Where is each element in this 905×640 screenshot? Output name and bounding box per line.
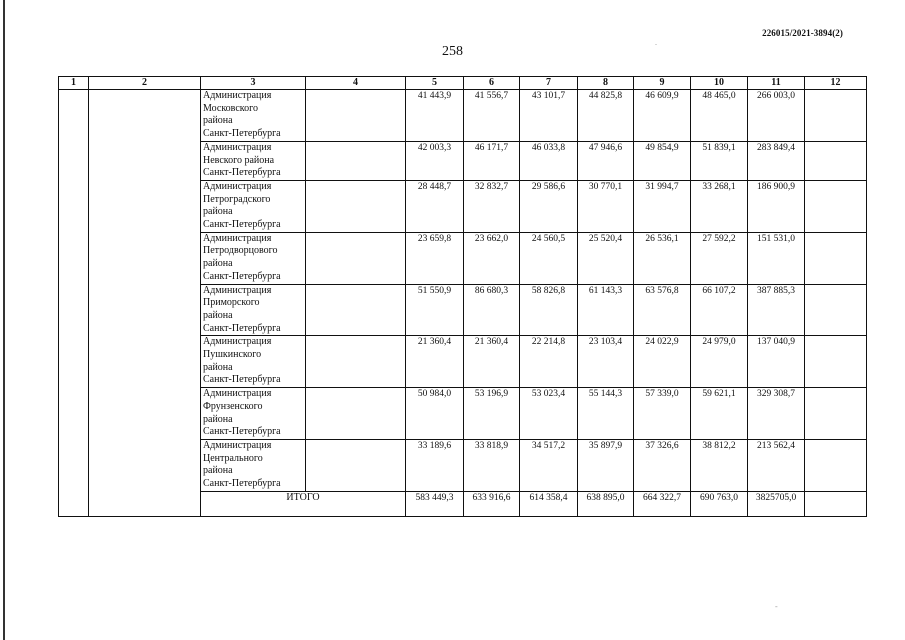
administration-name-line: Санкт-Петербурга (203, 426, 281, 438)
column-header-12: 12 (805, 77, 867, 90)
column-header-11: 11 (748, 77, 805, 90)
administration-name-line: района (203, 258, 233, 270)
administration-name-line: Администрация (203, 439, 272, 451)
col-4-cell (306, 141, 406, 180)
value-cell-col-8: 30 770,1 (578, 180, 634, 232)
administration-name-line: Санкт-Петербурга (203, 219, 281, 231)
value-cell-col-11: 186 900,9 (748, 180, 805, 232)
column-header-4: 4 (306, 77, 406, 90)
value-cell-col-8: 35 897,9 (578, 439, 634, 491)
column-header-2: 2 (89, 77, 201, 90)
administration-name-line: района (203, 309, 233, 321)
value-cell-col-6: 53 196,9 (464, 388, 520, 440)
table-header-row (59, 77, 867, 90)
value-cell-col-11: 151 531,0 (748, 232, 805, 284)
budget-table (58, 76, 867, 517)
column-header-3: 3 (201, 77, 306, 90)
page-number: 258 (442, 44, 463, 59)
value-cell-col-10: 51 839,1 (691, 141, 748, 180)
administration-name-line: Петродворцового (203, 245, 278, 257)
col-4-cell (306, 336, 406, 388)
administration-name-line: Администрация (203, 284, 272, 296)
value-cell-col-10: 24 979,0 (691, 336, 748, 388)
col-12-cell (805, 90, 867, 142)
administration-name-line: района (203, 115, 233, 127)
administration-name-line: Московского (203, 102, 258, 114)
administration-name-line: района (203, 465, 233, 477)
document-code: 226015/2021-3894(2) (762, 28, 843, 38)
administration-name-line: района (203, 413, 233, 425)
col-12-cell (805, 439, 867, 491)
value-cell-col-7: 29 586,6 (520, 180, 578, 232)
administration-name (201, 232, 306, 284)
value-cell-col-6: 86 680,3 (464, 284, 520, 336)
col-4-cell (306, 232, 406, 284)
value-cell-col-10: 33 268,1 (691, 180, 748, 232)
value-cell-col-5: 41 443,9 (406, 90, 464, 142)
administration-name-line: Приморского (203, 297, 260, 309)
value-cell-col-9: 57 339,0 (634, 388, 691, 440)
value-cell-col-6: 33 818,9 (464, 439, 520, 491)
value-cell-col-5: 21 360,4 (406, 336, 464, 388)
value-cell-col-7: 24 560,5 (520, 232, 578, 284)
administration-name (201, 141, 306, 180)
administration-name-line: Санкт-Петербурга (203, 478, 281, 490)
value-cell-col-8: 55 144,3 (578, 388, 634, 440)
administration-name-line: района (203, 361, 233, 373)
administration-name (201, 180, 306, 232)
col-12-cell (805, 141, 867, 180)
value-cell-col-11: 283 849,4 (748, 141, 805, 180)
column-header-7: 7 (520, 77, 578, 90)
administration-name-line: Администрация (203, 180, 272, 192)
col-1-cell (59, 90, 89, 517)
administration-name-line: Петроградского (203, 193, 271, 205)
scan-speck: . (655, 38, 657, 47)
administration-name-line: Санкт-Петербурга (203, 167, 281, 179)
administration-name-line: Администрация (203, 141, 272, 153)
value-cell-col-5: 42 003,3 (406, 141, 464, 180)
total-value-col-8: 638 895,0 (578, 491, 634, 516)
value-cell-col-7: 58 826,8 (520, 284, 578, 336)
administration-name (201, 90, 306, 142)
col-4-cell (306, 439, 406, 491)
value-cell-col-6: 41 556,7 (464, 90, 520, 142)
administration-name-line: Санкт-Петербурга (203, 270, 281, 282)
value-cell-col-5: 33 189,6 (406, 439, 464, 491)
col-4-cell (306, 388, 406, 440)
administration-name-line: Санкт-Петербурга (203, 322, 281, 334)
value-cell-col-9: 49 854,9 (634, 141, 691, 180)
value-cell-col-6: 46 171,7 (464, 141, 520, 180)
total-value-col-6: 633 916,6 (464, 491, 520, 516)
administration-name (201, 336, 306, 388)
value-cell-col-6: 32 832,7 (464, 180, 520, 232)
col-12-cell (805, 491, 867, 516)
total-value-col-10: 690 763,0 (691, 491, 748, 516)
total-value-col-11: 3825705,0 (748, 491, 805, 516)
administration-name-line: Центрального (203, 452, 263, 464)
value-cell-col-9: 63 576,8 (634, 284, 691, 336)
col-12-cell (805, 284, 867, 336)
administration-name-line: Пушкинского (203, 349, 262, 361)
administration-name (201, 284, 306, 336)
value-cell-col-5: 51 550,9 (406, 284, 464, 336)
column-header-10: 10 (691, 77, 748, 90)
value-cell-col-7: 46 033,8 (520, 141, 578, 180)
col-12-cell (805, 336, 867, 388)
value-cell-col-7: 53 023,4 (520, 388, 578, 440)
administration-name-line: Администрация (203, 90, 272, 101)
column-header-6: 6 (464, 77, 520, 90)
scan-speck: - (775, 602, 778, 611)
value-cell-col-10: 66 107,2 (691, 284, 748, 336)
total-value-col-9: 664 322,7 (634, 491, 691, 516)
administration-name-line: Фрунзенского (203, 400, 263, 412)
value-cell-col-7: 43 101,7 (520, 90, 578, 142)
administration-name-line: района (203, 206, 233, 218)
administration-name-line: Администрация (203, 336, 272, 348)
value-cell-col-6: 23 662,0 (464, 232, 520, 284)
value-cell-col-5: 50 984,0 (406, 388, 464, 440)
col-12-cell (805, 180, 867, 232)
administration-name-line: Администрация (203, 388, 272, 400)
value-cell-col-5: 23 659,8 (406, 232, 464, 284)
value-cell-col-8: 44 825,8 (578, 90, 634, 142)
value-cell-col-7: 22 214,8 (520, 336, 578, 388)
col-12-cell (805, 232, 867, 284)
column-header-5: 5 (406, 77, 464, 90)
administration-name (201, 388, 306, 440)
value-cell-col-8: 61 143,3 (578, 284, 634, 336)
administration-name-line: Администрация (203, 232, 272, 244)
value-cell-col-11: 266 003,0 (748, 90, 805, 142)
value-cell-col-8: 25 520,4 (578, 232, 634, 284)
scan-left-edge (3, 0, 5, 640)
table-row (59, 90, 867, 142)
value-cell-col-10: 48 465,0 (691, 90, 748, 142)
value-cell-col-11: 387 885,3 (748, 284, 805, 336)
administration-name-line: Санкт-Петербурга (203, 128, 281, 140)
administration-name-line: Невского района (203, 154, 275, 166)
value-cell-col-9: 24 022,9 (634, 336, 691, 388)
column-header-8: 8 (578, 77, 634, 90)
value-cell-col-11: 329 308,7 (748, 388, 805, 440)
col-4-cell (306, 180, 406, 232)
col-12-cell (805, 388, 867, 440)
value-cell-col-9: 37 326,6 (634, 439, 691, 491)
value-cell-col-11: 137 040,9 (748, 336, 805, 388)
total-value-col-7: 614 358,4 (520, 491, 578, 516)
value-cell-col-6: 21 360,4 (464, 336, 520, 388)
column-header-9: 9 (634, 77, 691, 90)
value-cell-col-8: 23 103,4 (578, 336, 634, 388)
value-cell-col-8: 47 946,6 (578, 141, 634, 180)
value-cell-col-9: 26 536,1 (634, 232, 691, 284)
value-cell-col-10: 38 812,2 (691, 439, 748, 491)
value-cell-col-10: 27 592,2 (691, 232, 748, 284)
administration-name (201, 439, 306, 491)
col-4-cell (306, 90, 406, 142)
col-2-cell (89, 90, 201, 517)
column-header-1: 1 (59, 77, 89, 90)
value-cell-col-7: 34 517,2 (520, 439, 578, 491)
col-4-cell (306, 284, 406, 336)
total-value-col-5: 583 449,3 (406, 491, 464, 516)
administration-name-line: Санкт-Петербурга (203, 374, 281, 386)
value-cell-col-9: 31 994,7 (634, 180, 691, 232)
value-cell-col-11: 213 562,4 (748, 439, 805, 491)
value-cell-col-10: 59 621,1 (691, 388, 748, 440)
value-cell-col-9: 46 609,9 (634, 90, 691, 142)
value-cell-col-5: 28 448,7 (406, 180, 464, 232)
total-label: ИТОГО (201, 491, 406, 516)
